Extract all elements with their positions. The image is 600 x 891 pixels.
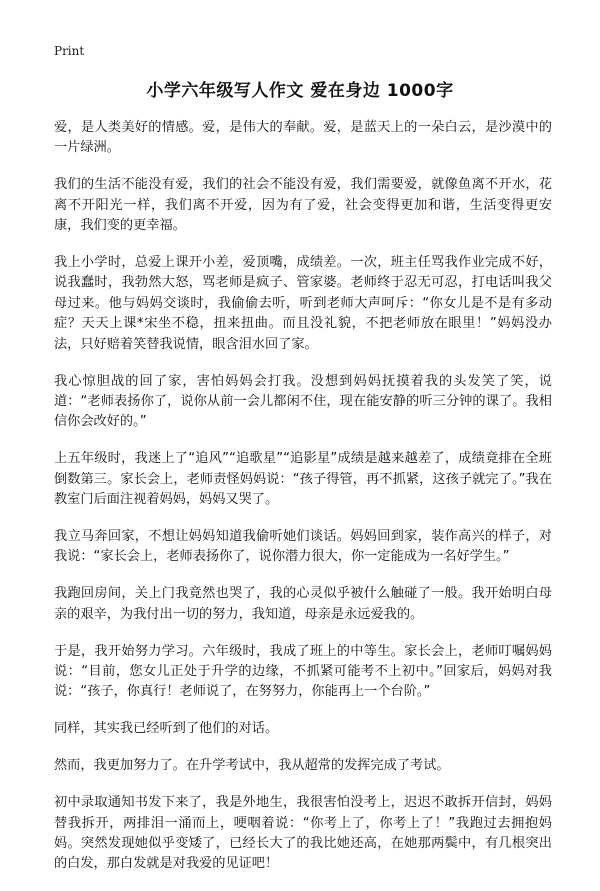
paragraph-7: 我跑回房间，关上门我竟然也哭了，我的心灵似乎被什么触碰了一般。我开始明白母亲的艰辛，为我付出一切的努力，我知道，母亲是永远爱我的。 — [54, 586, 552, 622]
article-body — [54, 118, 552, 891]
paragraph-2: 我们的生活不能没有爱，我们的社会不能没有爱，我们需要爱，就像鱼离不开水，花离不开阳光一样，我们离不开爱，因为有了爱，社会变得更加和谐，生活变得更安康，我们变的更幸福。 — [54, 177, 552, 234]
paragraph-1: 爱，是人类美好的情感。爱，是伟大的奉献。爱，是蓝天上的一朵白云，是沙漠中的一片绿洲。 — [54, 120, 552, 156]
paragraph-8: 于是，我开始努力学习。六年级时，我成了班上的中等生。家长会上，老师叮嘱妈妈说：“目前，您女儿正处于升学的边缘，不抓紧可能考不上初中。”回家后，妈妈对我说：“孩子，你真行！老师说了，在努努力，你能再上一个台阶。” — [54, 643, 552, 700]
paragraph-4: 我心惊胆战的回了家，害怕妈妈会打我。没想到妈妈抚摸着我的头发笑了笑，说道：“老师表扬你了，说你从前一会儿都闲不住，现在能安静的听三分钟的课了。我相信你会改好的。” — [54, 373, 552, 430]
paragraph-5: 上五年级时，我迷上了“追风”“追歌星”“追影星”成绩是越来越差了，成绩竟排在全班倒数第三。家长会上，老师责怪妈妈说：“孩子得管，再不抓紧，这孩子就完了。”我在教室门后面注视着妈妈，妈妈又哭了。 — [54, 451, 552, 508]
paragraph-10: 然而，我更加努力了。在升学考试中，我从超常的发挥完成了考试。 — [54, 758, 450, 774]
paragraph-9: 同样，其实我已经听到了他们的对话。 — [54, 721, 279, 737]
article-title: 小学六年级写人作文 爱在身边 1000字 — [146, 81, 454, 101]
print-link[interactable]: Print — [54, 44, 85, 58]
paragraph-11: 初中录取通知书发下来了，我是外地生，我很害怕没考上，迟迟不敢拆开信封，妈妈替我拆开，两排泪一涌而上，哽咽着说：“你考上了，你考上了！”我跑过去拥抱妈妈。突然发现她似乎变矮了，已经长大了的我比她还高，在她那两鬓中，有几根突出的白发，那白发就是对我爱的见证吧！ — [54, 795, 552, 872]
paragraph-6: 我立马奔回家，不想让妈妈知道我偷听她们谈话。妈妈回到家，装作高兴的样子，对我说：“家长会上，老师表扬你了，说你潜力很大，你一定能成为一名好学生。” — [54, 529, 552, 565]
paragraph-3: 我上小学时，总爱上课开小差，爱顶嘴，成绩差。一次，班主任骂我作业完成不好，说我蠢时，我勃然大怒，骂老师是疯子、管家婆。老师终于忍无可忍，打电话叫我父母过来。他与妈妈交谈时，我偷偷去听，听到老师大声呵斥：“你女儿是不是有多动症？天天上课*宋坐不稳，扭来扭曲。而且没礼貌，不把老师放在眼里！”妈妈没办法，只好赔着笑替我说情，眼含泪水回了家。 — [54, 255, 552, 352]
